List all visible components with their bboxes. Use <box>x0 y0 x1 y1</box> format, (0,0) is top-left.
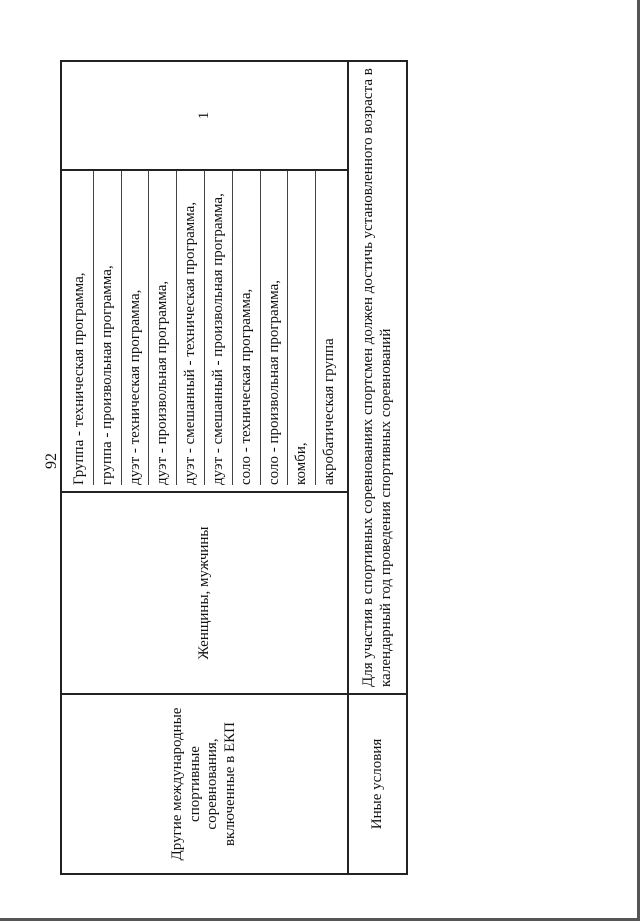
regulation-table <box>60 60 408 875</box>
list-item: дуэт - смешанный - техническая программа, <box>177 171 205 485</box>
page-number: 92 <box>43 453 60 469</box>
list-item: акробатическая группа <box>321 338 338 485</box>
programs-cell <box>61 170 348 492</box>
list-item: дуэт - смешанный - произвольная программа, <box>205 171 233 485</box>
count-cell: 1 <box>61 61 348 170</box>
competition-cell: Другие международные спортивные соревнования, включенные в ЕКП <box>61 694 348 874</box>
table-row <box>61 61 348 874</box>
table-row <box>348 61 407 874</box>
list-item: соло - техническая программа, <box>233 171 261 485</box>
list-item: дуэт - произвольная программа, <box>149 171 177 485</box>
list-item: дуэт - техническая программа, <box>122 171 150 485</box>
list-item: Группа - техническая программа, <box>66 171 94 485</box>
conditions-text: Для участия в спортивных соревнованиях спортсмен должен достичь установленного возраста в календарный год проведения спортивных соревнований <box>348 61 407 694</box>
program-list <box>62 171 347 491</box>
list-item: комби, <box>288 171 316 485</box>
conditions-label: Иные условия <box>348 694 407 874</box>
gender-cell: Женщины, мужчины <box>61 492 348 694</box>
list-item: группа - произвольная программа, <box>94 171 122 485</box>
list-item: соло - произвольная программа, <box>261 171 289 485</box>
